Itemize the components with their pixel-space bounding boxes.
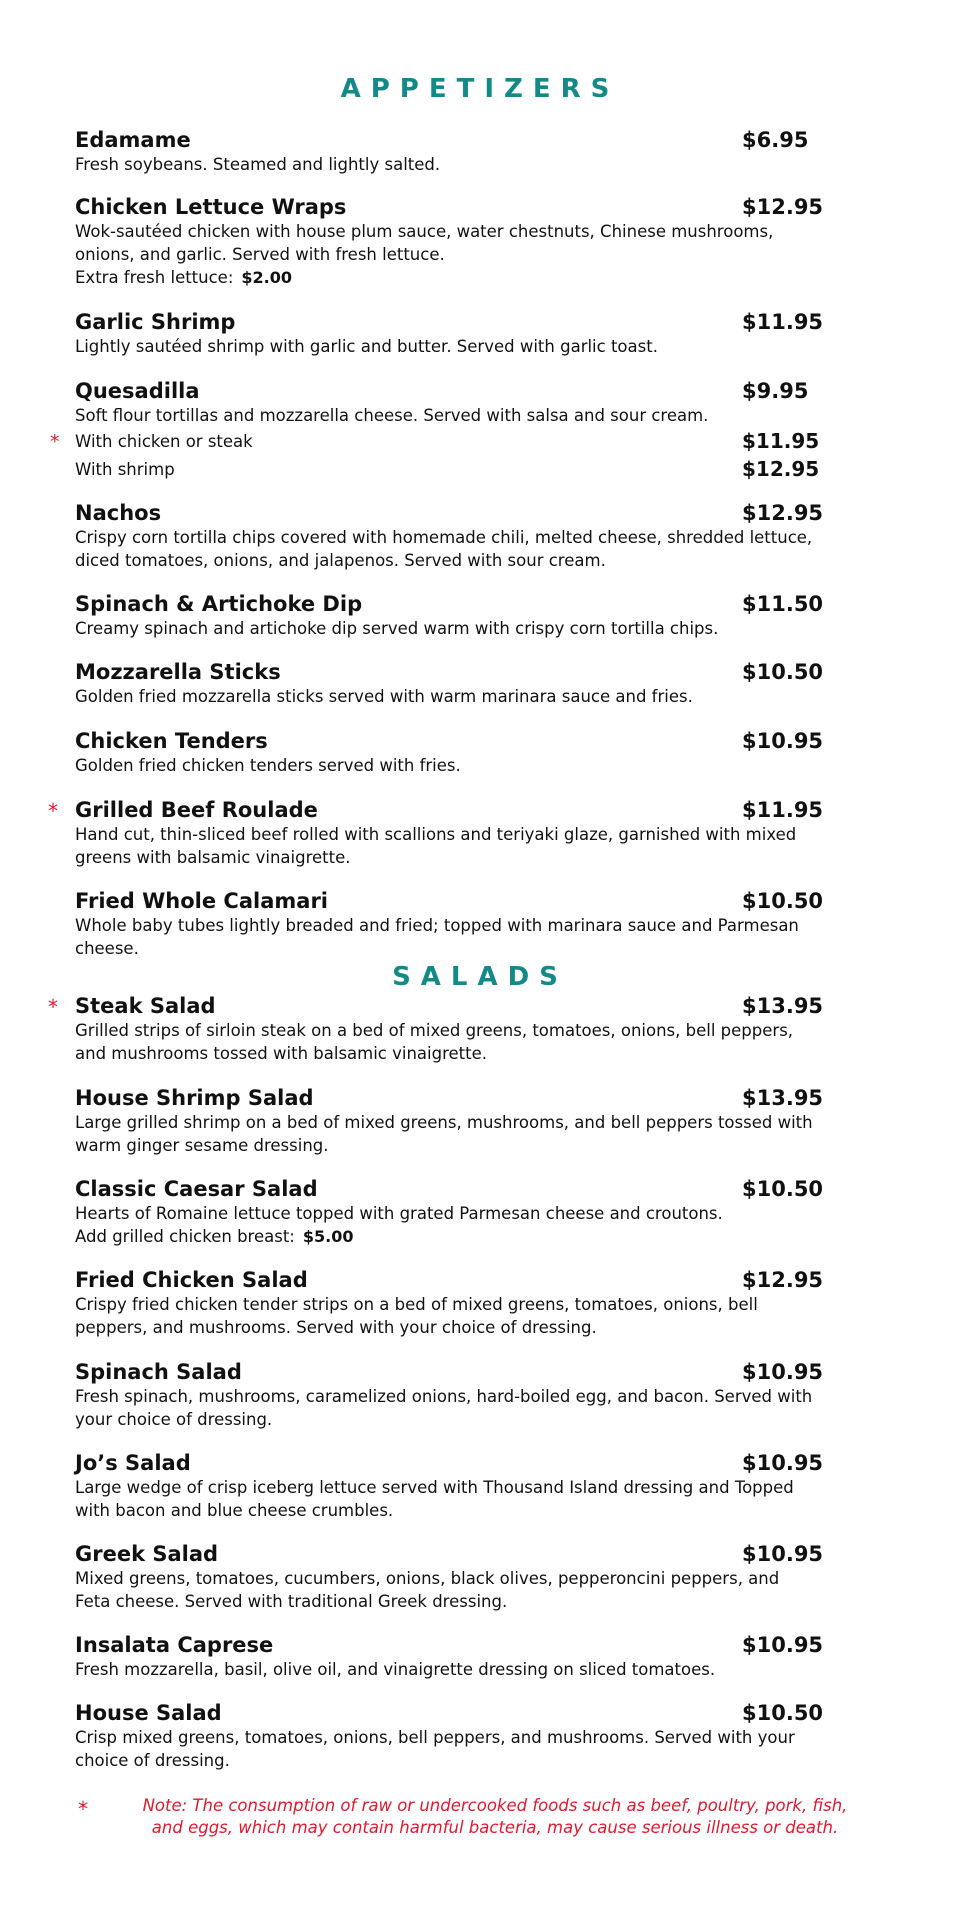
item-name: Insalata Caprese <box>75 1633 274 1657</box>
menu-item-spinach-salad <box>75 1359 835 1431</box>
item-name: Edamame <box>75 128 191 152</box>
item-description: Large grilled shrimp on a bed of mixed greens, mushrooms, and bell peppers tossed with warm ginger sesame dressing. <box>75 1113 813 1155</box>
item-price: $9.95 <box>742 379 809 403</box>
option-label: With shrimp <box>75 460 175 479</box>
item-price: $13.95 <box>742 1086 824 1110</box>
menu-item-jos-salad <box>75 1450 835 1522</box>
appetizers-heading: APPETIZERS <box>340 74 620 104</box>
item-description: Mixed greens, tomatoes, cucumbers, onions, black olives, pepperoncini peppers, and Feta cheese. Served with traditional Greek dressing. <box>75 1569 780 1611</box>
item-price: $6.95 <box>742 128 809 152</box>
menu-item-quesadilla <box>75 378 835 427</box>
food-safety-note <box>0 1795 960 1839</box>
quesadilla-option-shrimp <box>75 458 835 481</box>
asterisk-icon: * <box>48 799 58 823</box>
item-description: Lightly sautéed shrimp with garlic and butter. Served with garlic toast. <box>75 337 658 356</box>
menu-item-fried-whole-calamari <box>75 888 835 960</box>
item-price: $11.50 <box>742 592 824 616</box>
item-price: $10.95 <box>742 1542 824 1566</box>
item-price: $12.95 <box>742 501 824 525</box>
menu-item-spinach-artichoke-dip <box>75 591 835 640</box>
menu-item-fried-chicken-salad <box>75 1267 835 1339</box>
item-description: Golden fried chicken tenders served with fries. <box>75 756 461 775</box>
item-name: House Shrimp Salad <box>75 1086 314 1110</box>
item-description: Whole baby tubes lightly breaded and fried; topped with marinara sauce and Parmesan cheese. <box>75 916 799 958</box>
option-label: With chicken or steak <box>75 432 253 451</box>
item-description: Fresh spinach, mushrooms, caramelized onions, hard-boiled egg, and bacon. Served with your choice of dressing. <box>75 1387 813 1429</box>
item-description: Fresh soybeans. Steamed and lightly salted. <box>75 155 441 174</box>
item-price: $13.95 <box>742 994 824 1018</box>
item-price: $11.95 <box>742 310 824 334</box>
menu-item-house-salad <box>75 1700 835 1772</box>
extra-price: $5.00 <box>302 1227 354 1246</box>
menu-item-chicken-lettuce-wraps <box>75 194 835 289</box>
item-name: Fried Whole Calamari <box>75 889 328 913</box>
menu-item-garlic-shrimp <box>75 309 835 358</box>
item-price: $12.95 <box>742 1268 824 1292</box>
item-price: $10.95 <box>742 1633 824 1657</box>
item-extra <box>75 266 815 289</box>
item-price: $10.50 <box>742 660 824 684</box>
menu-item-steak-salad <box>48 993 835 1065</box>
item-price: $10.95 <box>742 1451 824 1475</box>
menu-item-mozzarella-sticks <box>75 659 835 708</box>
item-description: Crispy fried chicken tender strips on a bed of mixed greens, tomatoes, onions, bell peppers, and mushrooms. Served with your choice of dressing. <box>75 1295 758 1337</box>
item-name: House Salad <box>75 1701 222 1725</box>
menu-item-grilled-beef-roulade <box>48 797 835 869</box>
menu-item-house-shrimp-salad <box>75 1085 835 1157</box>
extra-price: $2.00 <box>241 268 293 287</box>
item-description: Golden fried mozzarella sticks served with warm marinara sauce and fries. <box>75 687 693 706</box>
item-description: Wok-sautéed chicken with house plum sauce, water chestnuts, Chinese mushrooms, onions, and garlic. Served with fresh lettuce. <box>75 222 774 264</box>
item-name: Fried Chicken Salad <box>75 1268 308 1292</box>
item-description: Grilled strips of sirloin steak on a bed of mixed greens, tomatoes, onions, bell peppers, and mushrooms tossed with balsamic vinaigrette. <box>75 1021 794 1063</box>
menu-item-edamame <box>75 127 835 176</box>
note-line-1: Note: The consumption of raw or undercooked foods such as beef, poultry, pork, fish, <box>142 1796 848 1815</box>
item-name: Quesadilla <box>75 379 200 403</box>
option-price: $11.95 <box>742 429 820 453</box>
item-description: Creamy spinach and artichoke dip served warm with crispy corn tortilla chips. <box>75 619 719 638</box>
extra-label: Extra fresh lettuce: <box>75 268 234 287</box>
menu-item-insalata-caprese <box>75 1632 835 1681</box>
item-price: $11.95 <box>742 798 824 822</box>
item-description: Hand cut, thin-sliced beef rolled with scallions and teriyaki glaze, garnished with mixed greens with balsamic vinaigrette. <box>75 825 797 867</box>
item-description: Hearts of Romaine lettuce topped with grated Parmesan cheese and croutons. <box>75 1204 723 1223</box>
asterisk-icon: * <box>78 1797 88 1821</box>
item-name: Chicken Lettuce Wraps <box>75 195 347 219</box>
item-name: Nachos <box>75 501 162 525</box>
item-description: Crisp mixed greens, tomatoes, onions, bell peppers, and mushrooms. Served with your choice of dressing. <box>75 1728 795 1770</box>
asterisk-icon: * <box>50 431 60 453</box>
item-name: Spinach & Artichoke Dip <box>75 592 363 616</box>
item-name: Chicken Tenders <box>75 729 268 753</box>
item-name: Mozzarella Sticks <box>75 660 281 684</box>
item-name: Spinach Salad <box>75 1360 242 1384</box>
salads-heading: SALADS <box>392 962 568 992</box>
item-extra <box>75 1225 815 1248</box>
menu-item-greek-salad <box>75 1541 835 1613</box>
item-name: Classic Caesar Salad <box>75 1177 318 1201</box>
item-name: Jo’s Salad <box>75 1451 191 1475</box>
note-line-2: and eggs, which may contain harmful bacteria, may cause serious illness or death. <box>151 1818 839 1837</box>
item-description: Soft flour tortillas and mozzarella cheese. Served with salsa and sour cream. <box>75 406 709 425</box>
item-price: $10.50 <box>742 889 824 913</box>
item-price: $10.95 <box>742 729 824 753</box>
asterisk-icon: * <box>48 995 58 1019</box>
menu-item-nachos <box>75 500 835 572</box>
item-price: $12.95 <box>742 195 824 219</box>
item-price: $10.50 <box>742 1177 824 1201</box>
item-name: Garlic Shrimp <box>75 310 236 334</box>
item-price: $10.50 <box>742 1701 824 1725</box>
option-price: $12.95 <box>742 457 820 481</box>
item-description: Fresh mozzarella, basil, olive oil, and vinaigrette dressing on sliced tomatoes. <box>75 1660 716 1679</box>
item-price: $10.95 <box>742 1360 824 1384</box>
item-description: Large wedge of crisp iceberg lettuce served with Thousand Island dressing and Topped with bacon and blue cheese crumbles. <box>75 1478 794 1520</box>
item-name: Steak Salad <box>75 994 216 1018</box>
item-description: Crispy corn tortilla chips covered with homemade chili, melted cheese, shredded lettuce, diced tomatoes, onions, and jalapenos. Served with sour cream. <box>75 528 813 570</box>
quesadilla-option-chicken-steak <box>50 429 835 453</box>
item-name: Grilled Beef Roulade <box>75 798 318 822</box>
extra-label: Add grilled chicken breast: <box>75 1227 295 1246</box>
menu-item-classic-caesar-salad <box>75 1176 835 1248</box>
menu-item-chicken-tenders <box>75 728 835 777</box>
item-name: Greek Salad <box>75 1542 219 1566</box>
